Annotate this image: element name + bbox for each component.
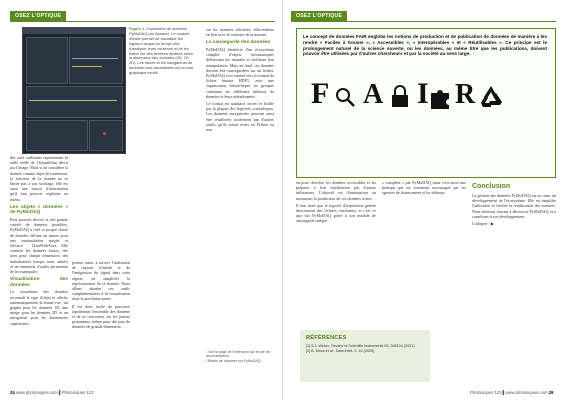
right-column-3 (472, 180, 556, 228)
recycle-icon (477, 83, 505, 111)
paragraph: La gestion des données PyMoDAQ est au cœur du développement de l'écosystème. Elle en simplifie l'utilisation et facilite la réutilisation des mesures. Nous invitons chacun à découvrir PyMoDAQ et à contribuer à son développement. (472, 193, 556, 219)
reference-item: [1] S.J. Weber, Review of Scientific Instruments 92, 045104 (2021) (306, 344, 415, 348)
fair-box-text: Le concept de données FAIR englobe les notions de production et de publication de données de manière à les rendre « Faciles à trouver », « Accessibles », « Interopérables » et « Réutilisables ». Ce principe est le prolongement naturel de la science ouverte, où les données, au même titre que les publications, doivent pouvoir être utilisées par d'autres chercheurs et par la société au sens large. (303, 34, 547, 57)
screenshot-titlebar (23, 28, 125, 34)
right-column-1 (296, 180, 376, 226)
paragraph: des axes suffisants représentant la taille réelle de l'échantillon décrit par l'image. Mais si on considère la donnée comme objet de traitement, la fonction de la donnée ne se limite pas à son stockage, elle est aussi une source d'information qu'il faut pouvoir exploiter au mieux. (10, 155, 68, 202)
reference-item: [2] B. Mons et al., Data Intell. 2, 10 (2020) (306, 348, 375, 353)
paragraph: Il faut donc que le logiciel d'acquisition génère directement des fichiers conformes, et c'est ce que fait PyMoDAQ grâce à son module de sauvegarde intégré. (296, 202, 376, 224)
page-number: 24 (10, 390, 15, 395)
fair-letter-f: F (311, 77, 330, 110)
references-title: RÉFÉRENCES (306, 335, 347, 341)
left-column-3 (206, 27, 274, 134)
conclusion-heading: Conclusion (472, 183, 511, 190)
padlock-icon (389, 85, 411, 109)
paragraph: PyMoDAQ bénéficie d'un écosystème complet d'objets informatiques définissant les données et facilitant leur manipulation. Mais au final, ces données doivent être sauvegardées sur un fichier. PyMoDAQ s'est orienté vers le format de fichier binaire HDF5, avec une organisation hiérarchique en groupes contenant les différents tableaux de données et leurs métadonnées. (206, 47, 274, 99)
page-number: 29 (548, 390, 554, 395)
screenshot-plot-line (72, 66, 102, 67)
left-column-2 (72, 260, 130, 332)
paragraph: en pour chercher les données accessibles et les préparer à leur réutilisation par d'autres utilisateurs. L'objectif est d'automatiser au maximum la production de ces données riches. (296, 180, 376, 201)
paragraph: Il est donc facile de parcourir rapidement l'ensemble des données et de se concentrer sur les parties pertinentes, même pour des jeux de données de grande dimension. (72, 303, 130, 330)
screenshot-panel (69, 37, 123, 84)
header-rule (291, 21, 556, 22)
fair-info-box (296, 28, 556, 178)
section-heading: La sauvegarde des données (206, 40, 271, 46)
folio-text: Photoniques 123 ▌www.photoniques.com (470, 390, 548, 395)
fair-letter-a: A (363, 79, 384, 110)
section-heading: Visualisation des données (10, 277, 68, 288)
screenshot-plot-line (29, 100, 117, 101)
figure-caption (129, 27, 197, 76)
right-column-2 (382, 180, 466, 198)
fair-letter-i: I (417, 77, 429, 110)
screenshot-marker (103, 132, 106, 135)
running-head-left: OSEZ L'OPTIQUE (10, 11, 66, 21)
screenshot-plot-line (72, 58, 118, 59)
fair-letter-r: R (455, 79, 476, 110)
paragraph: Pour pouvoir décrire la très grande variété de données possibles, PyMoDAQ a créé sa propre classe de données définie au mieux pour une manipulation simple et efficace : DataWithAxes. Elle contient les données brutes, des axes pour chaque dimension, des métadonnées (temps, nom, unités) et un ensemble d'outils permettant de les manipuler. (10, 217, 68, 275)
footnote: ² Bases de données sur PyMoDAQ. (206, 358, 262, 363)
puzzle-icon (429, 87, 453, 109)
folio-right (470, 390, 553, 395)
footnotes (206, 350, 274, 363)
left-column-1 (10, 155, 68, 328)
paragraph: permet aussi, à travers l'utilisation de régions d'intérêt et de l'intégration du signal dans cette région, de simplifier la représentation de la donnée. Nous allons aborder ces outils complémentaires à la visualisation dans la prochaine partie. (72, 260, 130, 302)
figure-screenshot (22, 27, 126, 154)
folio-left (10, 390, 93, 395)
footnote: ¹ Voir la page de l'extension sur le site de documentation. (206, 350, 270, 359)
header-rule (10, 21, 275, 22)
references-box (300, 330, 430, 382)
fair-illustration (305, 73, 545, 133)
paragraph: L'adopter ! ▶ (472, 221, 495, 227)
folio-text: www.photoniques.com ▌Photoniques 123 (15, 390, 94, 395)
running-head-right: OSEZ L'OPTIQUE (291, 11, 347, 21)
section-heading: Les objets « données » de PyMoDAQ (10, 204, 68, 216)
figure-label: Figure 1. (129, 26, 146, 31)
screenshot-panel (89, 120, 123, 151)
screenshot-panel (26, 120, 88, 151)
figure-caption-text: Exploration de données PyMoDAQ par Bonacci. Le module Viewer permet de visualiser les signaux acquis en temps réel, d'analyser leurs contenus et de les traiter sur des fenêtres dédiées selon la dimension des données (0D, 1D, 2D). Les tracés et les navigateurs de données sont accessibles via un outil graphique intuitif. (129, 26, 194, 76)
paragraph: « complète » par PyMoDAQ mais c'est aussi une pratique qui est fortement encouragée par les agences de financement et les éditeurs. (382, 180, 466, 196)
paragraph: Le visualiseur des données reconnaît le type d'objet et affiche automatiquement la bonne vue : un graphe pour les données 1D, une image pour les données 2D, et un navigateur pour les dimensions supérieures. (10, 289, 68, 326)
paragraph: sur les données affichées, elles-mêmes en lien avec le contexte de la mesure. (206, 27, 274, 38)
screenshot-panel (26, 86, 123, 118)
magnifier-icon (333, 85, 357, 109)
paragraph: Ce format est standard, ouvert et lisible par la plupart des logiciels scientifiques. Les données enregistrées peuvent ainsi être réutilisées facilement par d'autres outils, qu'ils soient écrits en Python ou non. (206, 101, 274, 133)
screenshot-panel (26, 37, 68, 84)
